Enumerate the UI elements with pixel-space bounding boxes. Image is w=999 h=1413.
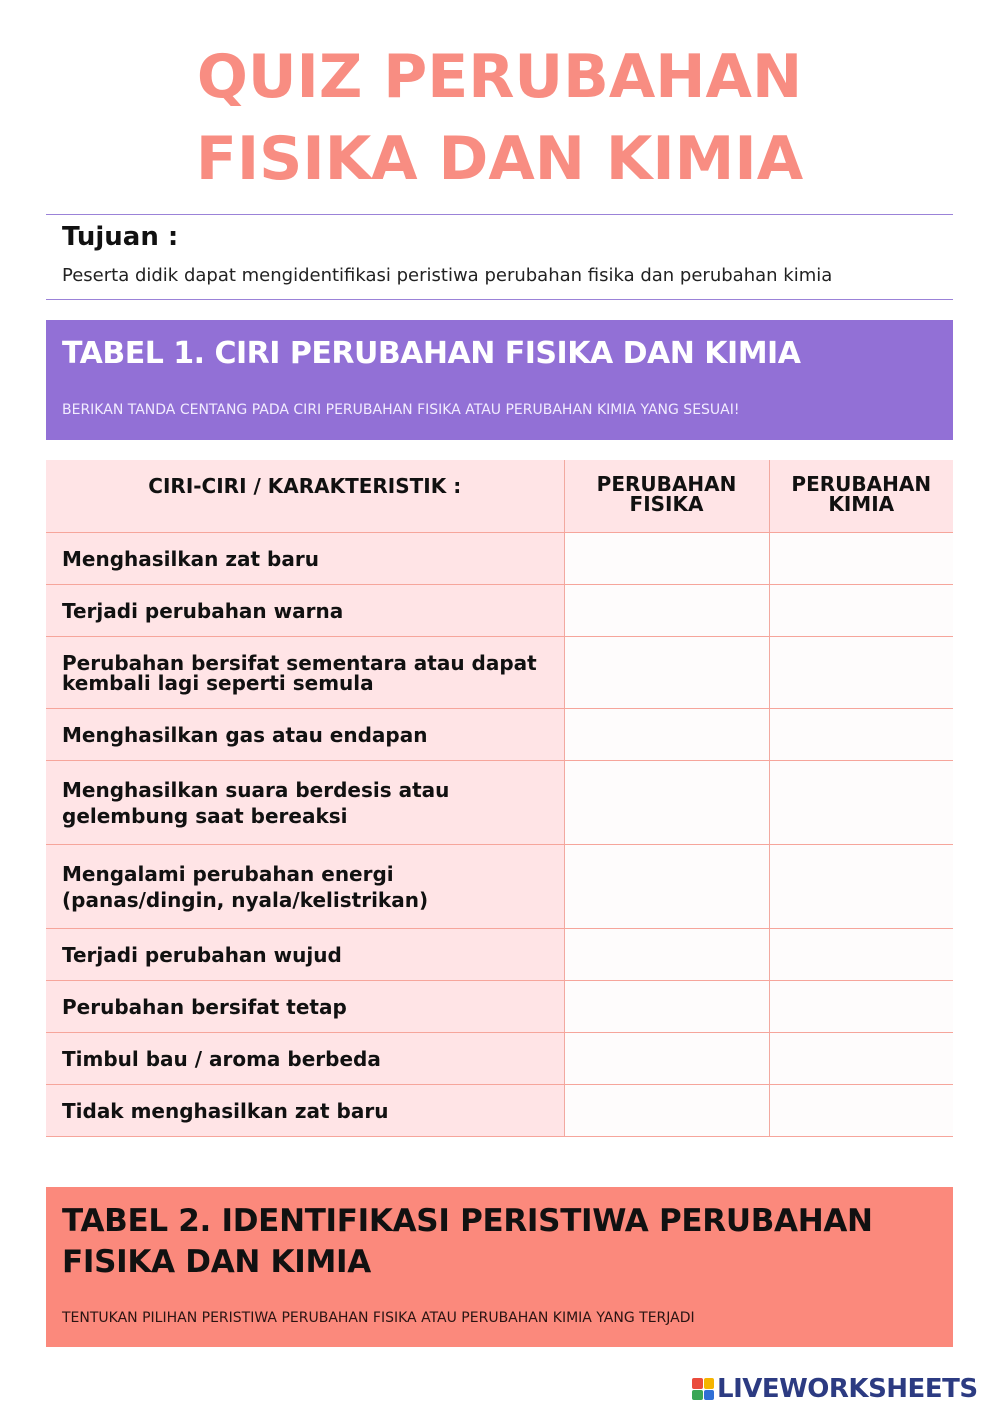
feature-text: Mengalami perubahan energi xyxy=(62,861,394,886)
feature-text: Perubahan bersifat sementara atau dapat xyxy=(62,650,537,675)
logo-square-1 xyxy=(692,1378,703,1389)
feature-text: kembali lagi seperti semula xyxy=(62,670,374,695)
tujuan-label: Tujuan : xyxy=(62,222,179,252)
feature-text: Menghasilkan gas atau endapan xyxy=(62,722,428,747)
divider-top xyxy=(46,214,953,215)
checkbox-cell-fisika[interactable] xyxy=(564,1033,769,1085)
table-row xyxy=(46,761,953,845)
feature-text: Terjadi perubahan warna xyxy=(62,598,344,623)
title-line-1: QUIZ PERUBAHAN xyxy=(196,42,803,112)
feature-cell xyxy=(46,845,564,929)
checkbox-cell-kimia[interactable] xyxy=(769,929,953,981)
checkbox-cell-kimia[interactable] xyxy=(769,1085,953,1137)
checkbox-cell-fisika[interactable] xyxy=(564,709,769,761)
feature-text: Timbul bau / aroma berbeda xyxy=(62,1046,381,1071)
checkbox-cell-fisika[interactable] xyxy=(564,637,769,709)
logo-square-4 xyxy=(704,1390,715,1401)
table2-header-band xyxy=(46,1187,953,1347)
liveworksheets-logo-icon xyxy=(692,1378,714,1400)
header-fisika-line-2: FISIKA xyxy=(629,492,704,516)
header-kimia-line-2: KIMIA xyxy=(828,492,895,516)
checkbox-cell-fisika[interactable] xyxy=(564,981,769,1033)
table2-instruction: TENTUKAN PILIHAN PERISTIWA PERUBAHAN FISIKA ATAU PERUBAHAN KIMIA YANG TERJADI xyxy=(62,1310,695,1326)
liveworksheets-logo xyxy=(692,1373,978,1405)
feature-cell xyxy=(46,637,564,709)
table1-header-band xyxy=(46,320,953,440)
table-row xyxy=(46,1033,953,1085)
title-line-2: FISIKA DAN KIMIA xyxy=(195,124,804,194)
checkbox-cell-kimia[interactable] xyxy=(769,981,953,1033)
divider-bottom xyxy=(46,299,953,300)
table-row xyxy=(46,929,953,981)
feature-text: Menghasilkan zat baru xyxy=(62,546,319,571)
feature-text: (panas/dingin, nyala/kelistrikan) xyxy=(62,887,429,912)
logo-square-3 xyxy=(692,1390,703,1401)
page-title xyxy=(0,36,999,200)
checkbox-cell-kimia[interactable] xyxy=(769,709,953,761)
feature-cell xyxy=(46,709,564,761)
table-row xyxy=(46,1085,953,1137)
checkbox-cell-kimia[interactable] xyxy=(769,585,953,637)
checkbox-cell-kimia[interactable] xyxy=(769,1033,953,1085)
table-header-row xyxy=(46,460,953,533)
table1-instruction: BERIKAN TANDA CENTANG PADA CIRI PERUBAHAN FISIKA ATAU PERUBAHAN KIMIA YANG SESUAI! xyxy=(62,402,740,418)
table-row xyxy=(46,981,953,1033)
feature-cell xyxy=(46,981,564,1033)
feature-cell xyxy=(46,1033,564,1085)
feature-text: Menghasilkan suara berdesis atau xyxy=(62,777,450,802)
checkbox-cell-fisika[interactable] xyxy=(564,1085,769,1137)
liveworksheets-logo-text: LIVEWORKSHEETS xyxy=(717,1374,978,1404)
checkbox-cell-fisika[interactable] xyxy=(564,585,769,637)
checkbox-cell-fisika[interactable] xyxy=(564,845,769,929)
header-feature: CIRI-CIRI / KARAKTERISTIK : xyxy=(46,460,564,533)
feature-cell xyxy=(46,1085,564,1137)
feature-cell xyxy=(46,533,564,585)
table-row xyxy=(46,709,953,761)
table2-title: TABEL 2. IDENTIFIKASI PERISTIWA PERUBAHAN FISIKA DAN KIMIA xyxy=(62,1203,873,1280)
header-kimia-line-1: PERUBAHAN xyxy=(791,472,932,496)
checkbox-cell-fisika[interactable] xyxy=(564,761,769,845)
table-row xyxy=(46,637,953,709)
table1-title: TABEL 1. CIRI PERUBAHAN FISIKA DAN KIMIA xyxy=(62,336,801,371)
header-kimia xyxy=(769,460,953,533)
ciri-table xyxy=(46,460,953,1137)
table-row xyxy=(46,585,953,637)
feature-text: Perubahan bersifat tetap xyxy=(62,994,347,1019)
feature-cell xyxy=(46,761,564,845)
checkbox-cell-kimia[interactable] xyxy=(769,637,953,709)
feature-cell xyxy=(46,585,564,637)
feature-cell xyxy=(46,929,564,981)
header-fisika-line-1: PERUBAHAN xyxy=(596,472,737,496)
table-row xyxy=(46,845,953,929)
table-row xyxy=(46,533,953,585)
tujuan-text: Peserta didik dapat mengidentifikasi peristiwa perubahan fisika dan perubahan kimia xyxy=(62,265,833,286)
header-fisika xyxy=(564,460,769,533)
checkbox-cell-fisika[interactable] xyxy=(564,929,769,981)
feature-text: Terjadi perubahan wujud xyxy=(62,942,342,967)
feature-text: Tidak menghasilkan zat baru xyxy=(62,1098,389,1123)
checkbox-cell-kimia[interactable] xyxy=(769,845,953,929)
logo-square-2 xyxy=(704,1378,715,1389)
feature-text: gelembung saat bereaksi xyxy=(62,803,348,828)
checkbox-cell-fisika[interactable] xyxy=(564,533,769,585)
checkbox-cell-kimia[interactable] xyxy=(769,761,953,845)
checkbox-cell-kimia[interactable] xyxy=(769,533,953,585)
